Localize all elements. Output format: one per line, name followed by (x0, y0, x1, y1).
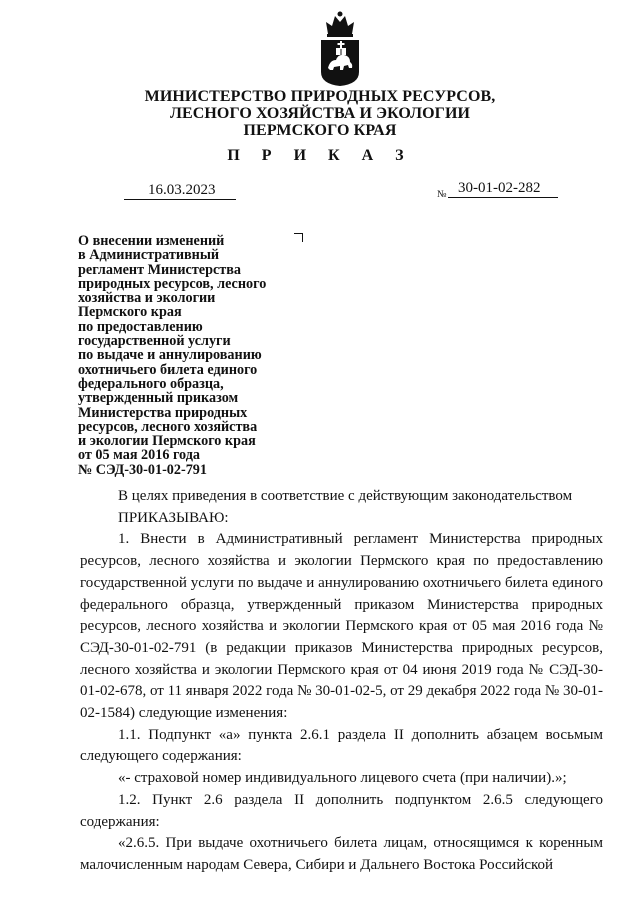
subject-line: государственной услуги (78, 333, 231, 350)
subject-line: природных ресурсов, лесного (78, 275, 267, 292)
document-body (80, 486, 603, 877)
ministry-line-3: ПЕРМСКОГО КРАЯ (243, 122, 397, 139)
subject-line: ресурсов, лесного хозяйства (78, 418, 258, 435)
ministry-name (0, 88, 640, 139)
date-underline (124, 199, 236, 200)
ministry-line-2: ЛЕСНОГО ХОЗЯЙСТВА И ЭКОЛОГИИ (169, 105, 471, 122)
subject-line: О внесении изменений (78, 233, 225, 249)
subject-line: хозяйства и экологии (78, 290, 216, 307)
document-date: 16.03.2023 (148, 182, 216, 198)
document-number: 30-01-02-282 (458, 180, 541, 196)
body-paragraph-item-1: 1. Внести в Административный регламент Министерства природных ресурсов, лесного хозяйства и экологии Пермского края по предоставлению государственной услуги по выдаче и аннулированию охотничьего билета единого федерального образца, утвержденный приказом Министерства природных ресурсов, лесного хозяйства и экологии Пермского края от 05 мая 2016 года № СЭД-30-01-02-791 (в редакции приказов Министерства природных ресурсов, лесного хозяйства и экологии Пермского края от 04 июня 2019 года № СЭД-30-01-02-678, от 11 января 2022 года № 30-01-02-5, от 29 декабря 2022 года № 30-01-02-1584) следующие изменения: (80, 531, 603, 722)
body-paragraph-order: ПРИКАЗЫВАЮ: (118, 509, 229, 526)
body-paragraph-quote-2: «2.6.5. При выдаче охотничьего билета лицам, относящимся к коренным малочисленным народам Севера, Сибири и Дальнего Востока Российской (80, 835, 603, 873)
body-paragraph-item-1-2: 1.2. Пункт 2.6 раздела II дополнить подпунктом 2.6.5 следующего содержания: (80, 791, 603, 830)
subject-line: утвержденный приказом (78, 390, 239, 407)
perm-krai-coat-of-arms-icon (320, 10, 360, 86)
subject-line: № СЭД-30-01-02-791 (78, 461, 207, 478)
subject-line: и экологии Пермского края (78, 433, 256, 450)
number-underline (448, 197, 558, 198)
subject-line: федерального образца, (78, 375, 224, 392)
subject-line: от 05 мая 2016 года (78, 447, 201, 464)
document-subject (78, 234, 298, 477)
ministry-line-1: МИНИСТЕРСТВО ПРИРОДНЫХ РЕСУРСОВ, (144, 88, 496, 105)
body-paragraph-item-1-1: 1.1. Подпункт «а» пункта 2.6.1 раздела II дополнить абзацем восьмым следующего содержания: (80, 726, 603, 765)
subject-line: по предоставлению (78, 318, 203, 335)
subject-line: регламент Министерства (78, 261, 242, 278)
subject-line: в Административный (78, 247, 220, 264)
number-sign: № (437, 189, 447, 200)
subject-line: Министерства природных (78, 404, 248, 421)
document-type: П Р И К А З (227, 147, 413, 164)
subject-line: Пермского края (78, 304, 182, 321)
subject-line: по выдаче и аннулированию (78, 347, 262, 364)
body-paragraph-preamble: В целях приведения в соответствие с действующим законодательством (118, 488, 573, 504)
body-paragraph-quote-1: «- страховой номер индивидуального лицевого счета (при наличии).»; (118, 770, 567, 787)
subject-line: охотничьего билета единого (78, 361, 258, 378)
